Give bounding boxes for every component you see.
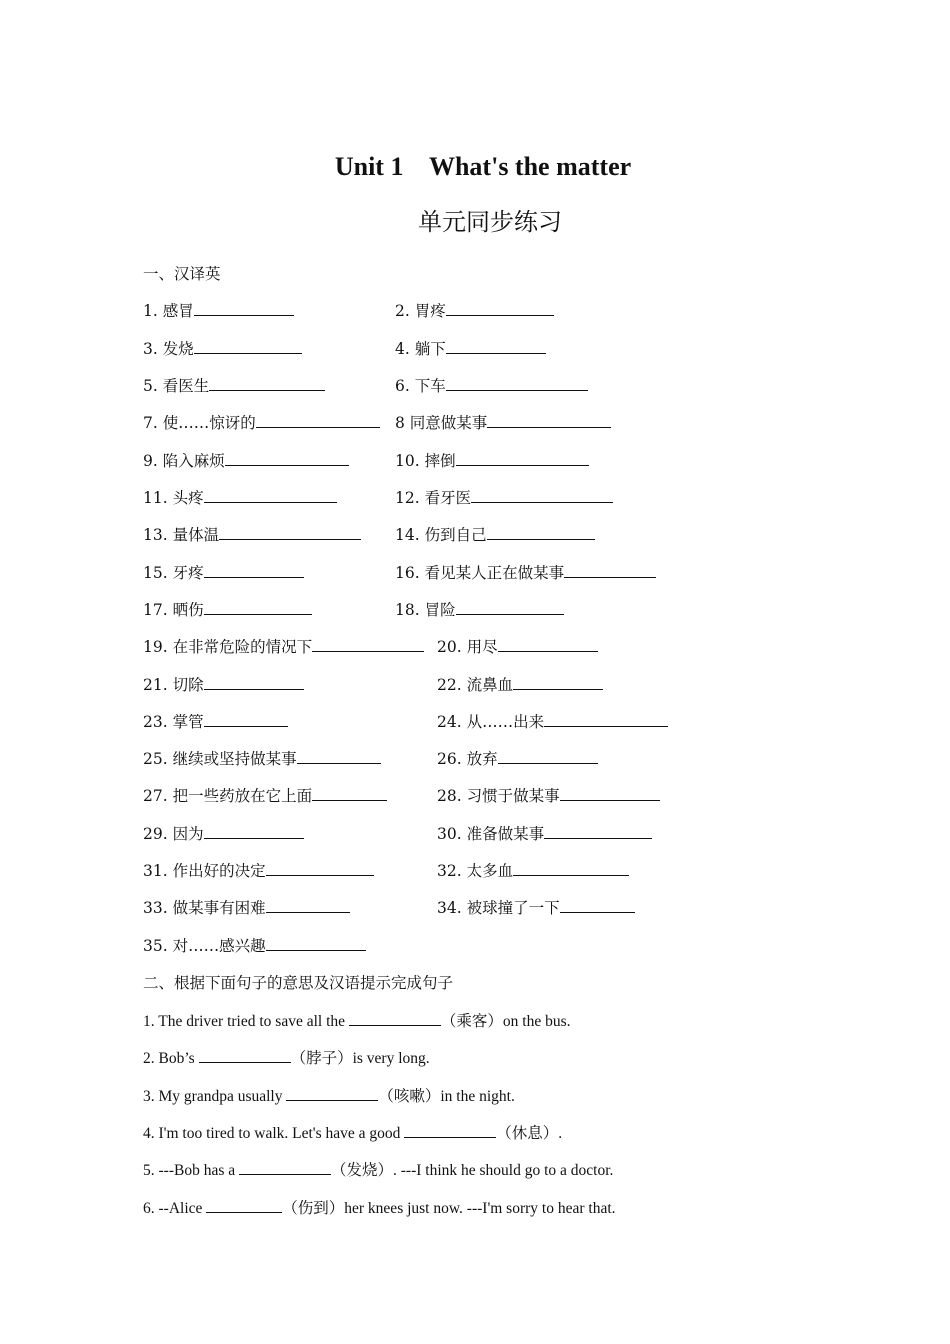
sentence-item bbox=[143, 1158, 613, 1180]
answer-blank[interactable] bbox=[312, 636, 424, 652]
item-label: 27. 把一些药放在它上面 bbox=[143, 787, 313, 805]
item-label: 34. 被球撞了一下 bbox=[437, 899, 560, 917]
item-label: 1. 感冒 bbox=[143, 302, 194, 320]
answer-blank[interactable] bbox=[219, 524, 361, 540]
item-label: 31. 作出好的决定 bbox=[143, 862, 266, 880]
list-item bbox=[143, 896, 350, 918]
answer-blank[interactable] bbox=[564, 562, 656, 578]
answer-blank[interactable] bbox=[239, 1159, 331, 1175]
list-item bbox=[143, 523, 361, 545]
answer-blank[interactable] bbox=[256, 412, 380, 428]
item-label: 16. 看见某人正在做某事 bbox=[395, 564, 565, 582]
sentence-text-after: （发烧）. ---I think he should go to a doctor. bbox=[331, 1162, 614, 1179]
list-item bbox=[143, 859, 374, 881]
answer-blank[interactable] bbox=[194, 300, 294, 316]
answer-blank[interactable] bbox=[225, 450, 349, 466]
list-item bbox=[143, 561, 304, 583]
item-label: 19. 在非常危险的情况下 bbox=[143, 638, 313, 656]
list-item bbox=[437, 635, 598, 657]
list-item bbox=[143, 822, 304, 844]
item-label: 33. 做某事有困难 bbox=[143, 899, 266, 917]
item-label: 15. 牙疼 bbox=[143, 564, 204, 582]
section-heading-translate: 一、汉译英 bbox=[143, 265, 221, 283]
item-label: 3. 发烧 bbox=[143, 340, 194, 358]
list-item bbox=[395, 523, 595, 545]
page-title: Unit 1 What's the matter bbox=[334, 152, 632, 181]
answer-blank[interactable] bbox=[266, 860, 374, 876]
answer-blank[interactable] bbox=[513, 674, 603, 690]
answer-blank[interactable] bbox=[513, 860, 629, 876]
page-subtitle: 单元同步练习 bbox=[418, 208, 562, 236]
answer-blank[interactable] bbox=[544, 711, 668, 727]
item-label: 10. 摔倒 bbox=[395, 452, 456, 470]
item-label: 12. 看牙医 bbox=[395, 489, 472, 507]
item-label: 30. 准备做某事 bbox=[437, 825, 545, 843]
answer-blank[interactable] bbox=[446, 375, 588, 391]
answer-blank[interactable] bbox=[286, 1085, 378, 1101]
item-label: 35. 对……感兴趣 bbox=[143, 937, 266, 955]
sentence-text-after: （休息）. bbox=[496, 1125, 563, 1142]
answer-blank[interactable] bbox=[204, 823, 304, 839]
answer-blank[interactable] bbox=[204, 562, 304, 578]
answer-blank[interactable] bbox=[266, 935, 366, 951]
item-label: 18. 冒险 bbox=[395, 601, 456, 619]
list-item bbox=[143, 374, 325, 396]
answer-blank[interactable] bbox=[560, 897, 635, 913]
answer-blank[interactable] bbox=[456, 450, 589, 466]
item-label: 17. 晒伤 bbox=[143, 601, 204, 619]
list-item bbox=[395, 411, 611, 433]
list-item bbox=[143, 337, 302, 359]
list-item bbox=[395, 598, 564, 620]
list-item bbox=[395, 299, 554, 321]
list-item bbox=[143, 747, 381, 769]
list-item bbox=[143, 486, 337, 508]
list-item bbox=[143, 411, 380, 433]
answer-blank[interactable] bbox=[498, 636, 598, 652]
item-label: 14. 伤到自己 bbox=[395, 526, 487, 544]
list-item bbox=[143, 598, 312, 620]
answer-blank[interactable] bbox=[204, 487, 337, 503]
list-item bbox=[143, 299, 294, 321]
answer-blank[interactable] bbox=[487, 524, 595, 540]
item-label: 13. 量体温 bbox=[143, 526, 220, 544]
list-item bbox=[395, 561, 656, 583]
item-label: 23. 掌管 bbox=[143, 713, 204, 731]
answer-blank[interactable] bbox=[544, 823, 652, 839]
answer-blank[interactable] bbox=[204, 711, 288, 727]
answer-blank[interactable] bbox=[297, 748, 381, 764]
item-label: 8 同意做某事 bbox=[395, 414, 488, 432]
sentence-item bbox=[143, 1121, 562, 1143]
item-label: 26. 放弃 bbox=[437, 750, 498, 768]
answer-blank[interactable] bbox=[349, 1010, 441, 1026]
answer-blank[interactable] bbox=[456, 599, 564, 615]
item-label: 11. 头疼 bbox=[143, 489, 204, 507]
sentence-item bbox=[143, 1196, 616, 1218]
item-label: 5. 看医生 bbox=[143, 377, 210, 395]
item-label: 22. 流鼻血 bbox=[437, 676, 514, 694]
sentence-text-before: 6. --Alice bbox=[143, 1200, 207, 1217]
list-item bbox=[395, 337, 546, 359]
list-item bbox=[143, 673, 304, 695]
list-item bbox=[143, 710, 288, 732]
sentence-item bbox=[143, 1084, 515, 1106]
list-item bbox=[143, 635, 424, 657]
sentence-item bbox=[143, 1046, 430, 1068]
item-label: 21. 切除 bbox=[143, 676, 204, 694]
sentence-text-after: （咳嗽）in the night. bbox=[378, 1088, 515, 1105]
list-item bbox=[143, 784, 387, 806]
sentence-text-after: （脖子）is very long. bbox=[290, 1050, 430, 1067]
answer-blank[interactable] bbox=[312, 785, 387, 801]
list-item bbox=[437, 747, 598, 769]
item-label: 6. 下车 bbox=[395, 377, 446, 395]
answer-blank[interactable] bbox=[404, 1122, 496, 1138]
answer-blank[interactable] bbox=[194, 338, 302, 354]
sentence-item bbox=[143, 1009, 570, 1031]
item-label: 9. 陷入麻烦 bbox=[143, 452, 225, 470]
list-item bbox=[437, 784, 660, 806]
answer-blank[interactable] bbox=[204, 674, 304, 690]
item-label: 7. 使……惊讶的 bbox=[143, 414, 256, 432]
sentence-text-after: （乘客）on the bus. bbox=[440, 1013, 571, 1030]
answer-blank[interactable] bbox=[498, 748, 598, 764]
list-item bbox=[143, 449, 349, 471]
answer-blank[interactable] bbox=[266, 897, 350, 913]
item-label: 20. 用尽 bbox=[437, 638, 498, 656]
list-item bbox=[437, 673, 603, 695]
sentence-text-after: （伤到）her knees just now. ---I'm sorry to hear that. bbox=[282, 1200, 616, 1217]
item-label: 25. 继续或坚持做某事 bbox=[143, 750, 297, 768]
answer-blank[interactable] bbox=[560, 785, 660, 801]
answer-blank[interactable] bbox=[446, 300, 554, 316]
sentence-text-before: 2. Bob’s bbox=[143, 1050, 199, 1067]
answer-blank[interactable] bbox=[199, 1047, 291, 1063]
answer-blank[interactable] bbox=[204, 599, 312, 615]
list-item bbox=[437, 710, 668, 732]
sentence-text-before: 5. ---Bob has a bbox=[143, 1162, 239, 1179]
item-label: 2. 胃疼 bbox=[395, 302, 446, 320]
section-heading-complete-sentences: 二、根据下面句子的意思及汉语提示完成句子 bbox=[143, 974, 454, 992]
list-item bbox=[437, 859, 629, 881]
sentence-text-before: 3. My grandpa usually bbox=[143, 1088, 287, 1105]
list-item bbox=[395, 449, 589, 471]
answer-blank[interactable] bbox=[209, 375, 325, 391]
answer-blank[interactable] bbox=[471, 487, 613, 503]
list-item bbox=[395, 486, 613, 508]
answer-blank[interactable] bbox=[487, 412, 611, 428]
list-item bbox=[437, 896, 635, 918]
answer-blank[interactable] bbox=[206, 1197, 282, 1213]
list-item bbox=[395, 374, 588, 396]
answer-blank[interactable] bbox=[446, 338, 546, 354]
sentence-text-before: 1. The driver tried to save all the bbox=[143, 1013, 349, 1030]
item-label: 29. 因为 bbox=[143, 825, 204, 843]
item-label: 4. 躺下 bbox=[395, 340, 446, 358]
sentence-text-before: 4. I'm too tired to walk. Let's have a good bbox=[143, 1125, 405, 1142]
item-label: 32. 太多血 bbox=[437, 862, 514, 880]
item-label: 24. 从……出来 bbox=[437, 713, 545, 731]
list-item bbox=[437, 822, 652, 844]
list-item bbox=[143, 934, 366, 956]
item-label: 28. 习惯于做某事 bbox=[437, 787, 560, 805]
